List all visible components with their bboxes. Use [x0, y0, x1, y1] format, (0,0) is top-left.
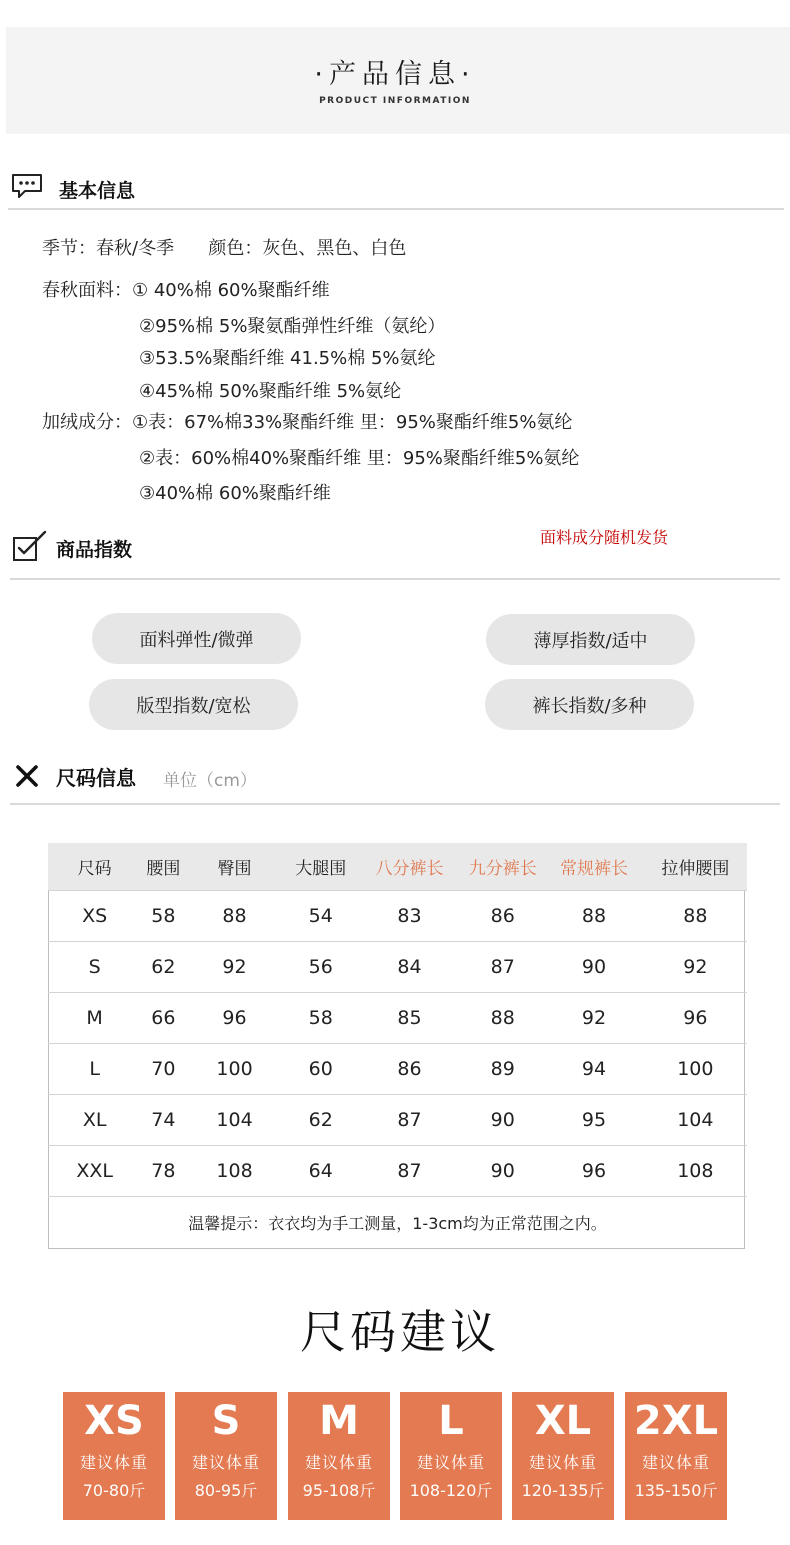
size-card-range: 70-80斤	[82, 1481, 146, 1500]
col-header: 臀围	[185, 843, 283, 891]
size-card-size: 2XL	[633, 1398, 719, 1444]
table-cell: 92	[544, 993, 643, 1044]
col-header: 拉伸腰围	[644, 843, 747, 891]
table-cell: 100	[185, 1044, 283, 1095]
table-cell: 90	[461, 1095, 544, 1146]
fabric-random-note: 面料成分随机发货	[540, 528, 669, 547]
size-suggestion-title: 尺码建议	[300, 1305, 500, 1359]
table-footer-row	[48, 1197, 747, 1249]
table-cell: XXL	[48, 1146, 141, 1197]
table-cell: 88	[461, 993, 544, 1044]
table-cell: 100	[644, 1044, 747, 1095]
info-line-fabric-4: ④45%棉 50%聚酯纤维 5%氨纶	[139, 381, 402, 402]
table-cell: 96	[185, 993, 283, 1044]
size-card-xs	[63, 1392, 165, 1520]
table-row	[48, 891, 747, 942]
table-cell: XL	[48, 1095, 141, 1146]
cross-icon	[15, 764, 39, 788]
info-line-season-color: 季节：春秋/冬季 颜色：灰色、黑色、白色	[42, 238, 407, 259]
index-pill-length: 裤长指数/多种	[485, 679, 694, 730]
size-card-s	[175, 1392, 277, 1520]
table-cell: 87	[358, 1095, 461, 1146]
table-cell: 96	[644, 993, 747, 1044]
size-card-label: 建议体重	[79, 1453, 148, 1472]
table-header-row	[48, 843, 747, 891]
table-cell: 62	[284, 1095, 358, 1146]
table-cell: 85	[358, 993, 461, 1044]
size-card-size: XL	[534, 1398, 592, 1444]
col-header: 九分裤长	[461, 843, 544, 891]
size-card-size: S	[211, 1398, 241, 1444]
table-cell: XS	[48, 891, 141, 942]
size-card-l	[400, 1392, 502, 1520]
section-divider	[10, 803, 780, 805]
table-cell: 60	[284, 1044, 358, 1095]
size-card-label: 建议体重	[304, 1453, 373, 1472]
table-cell: 64	[284, 1146, 358, 1197]
info-line-fleece-1: 加绒成分：①表：67%棉33%聚酯纤维 里：95%聚酯纤维5%氨纶	[42, 412, 573, 433]
table-cell: 104	[644, 1095, 747, 1146]
col-header: 腰围	[141, 843, 185, 891]
table-cell: 78	[141, 1146, 185, 1197]
size-card-size: L	[438, 1398, 464, 1444]
info-line-fabric-1: 春秋面料：① 40%棉 60%聚酯纤维	[42, 280, 330, 301]
size-card-size: M	[319, 1398, 359, 1444]
table-row	[48, 942, 747, 993]
info-line-fleece-2: ②表：60%棉40%聚酯纤维 里：95%聚酯纤维5%氨纶	[139, 448, 580, 469]
page-title: ·产品信息·	[314, 59, 476, 90]
size-card-label: 建议体重	[416, 1453, 485, 1472]
table-cell: 96	[544, 1146, 643, 1197]
table-cell: 92	[185, 942, 283, 993]
table-cell: 86	[358, 1044, 461, 1095]
section-title-size: 尺码信息	[56, 766, 136, 790]
size-card-range: 95-108斤	[302, 1481, 376, 1500]
table-cell: 88	[185, 891, 283, 942]
table-cell: 88	[544, 891, 643, 942]
size-card-range: 120-135斤	[521, 1481, 605, 1500]
index-pill-elasticity: 面料弹性/微弹	[92, 613, 301, 664]
table-cell: 54	[284, 891, 358, 942]
index-pill-fit: 版型指数/宽松	[89, 679, 298, 730]
size-unit-label: 单位（cm）	[163, 771, 257, 791]
table-row	[48, 1146, 747, 1197]
table-cell: 88	[644, 891, 747, 942]
section-title-basic: 基本信息	[59, 180, 136, 202]
table-cell: 108	[185, 1146, 283, 1197]
size-table	[48, 843, 747, 1248]
table-cell: 74	[141, 1095, 185, 1146]
section-divider	[8, 208, 784, 210]
table-cell: 89	[461, 1044, 544, 1095]
table-cell: 62	[141, 942, 185, 993]
size-card-size: XS	[84, 1398, 144, 1444]
table-cell: 94	[544, 1044, 643, 1095]
index-pill-thickness: 薄厚指数/适中	[486, 614, 695, 665]
table-cell: 83	[358, 891, 461, 942]
size-card-xl	[512, 1392, 614, 1520]
table-row	[48, 1044, 747, 1095]
table-row	[48, 993, 747, 1044]
table-cell: M	[48, 993, 141, 1044]
section-divider	[10, 578, 780, 580]
section-title-index: 商品指数	[56, 539, 133, 561]
info-line-fleece-3: ③40%棉 60%聚酯纤维	[139, 483, 331, 504]
table-cell: 87	[358, 1146, 461, 1197]
col-header: 八分裤长	[358, 843, 461, 891]
table-cell: 90	[461, 1146, 544, 1197]
size-card-range: 135-150斤	[634, 1481, 718, 1500]
size-card-m	[288, 1392, 390, 1520]
size-card-label: 建议体重	[641, 1453, 710, 1472]
col-header: 尺码	[48, 843, 141, 891]
chat-bubble-icon	[11, 173, 43, 199]
size-card-range: 108-120斤	[409, 1481, 493, 1500]
table-cell: S	[48, 942, 141, 993]
table-cell: L	[48, 1044, 141, 1095]
info-line-fabric-2: ②95%棉 5%聚氨酯弹性纤维（氨纶）	[139, 316, 446, 337]
table-cell: 58	[284, 993, 358, 1044]
table-cell: 104	[185, 1095, 283, 1146]
table-cell: 108	[644, 1146, 747, 1197]
table-cell: 56	[284, 942, 358, 993]
measurement-tip: 温馨提示：衣衣均为手工测量，1-3cm均为正常范围之内。	[188, 1214, 607, 1233]
table-row	[48, 1095, 747, 1146]
page-subtitle: PRODUCT INFORMATION	[319, 96, 471, 106]
size-card-label: 建议体重	[191, 1453, 260, 1472]
table-cell: 58	[141, 891, 185, 942]
table-cell: 95	[544, 1095, 643, 1146]
edit-check-icon	[12, 530, 48, 562]
table-cell: 90	[544, 942, 643, 993]
col-header: 常规裤长	[544, 843, 643, 891]
table-cell: 66	[141, 993, 185, 1044]
info-line-fabric-3: ③53.5%聚酯纤维 41.5%棉 5%氨纶	[139, 348, 436, 369]
table-cell: 84	[358, 942, 461, 993]
table-cell: 70	[141, 1044, 185, 1095]
table-cell: 86	[461, 891, 544, 942]
col-header: 大腿围	[284, 843, 358, 891]
size-card-label: 建议体重	[528, 1453, 597, 1472]
table-cell: 87	[461, 942, 544, 993]
size-card-2xl	[625, 1392, 727, 1520]
table-cell: 92	[644, 942, 747, 993]
size-card-range: 80-95斤	[194, 1481, 258, 1500]
